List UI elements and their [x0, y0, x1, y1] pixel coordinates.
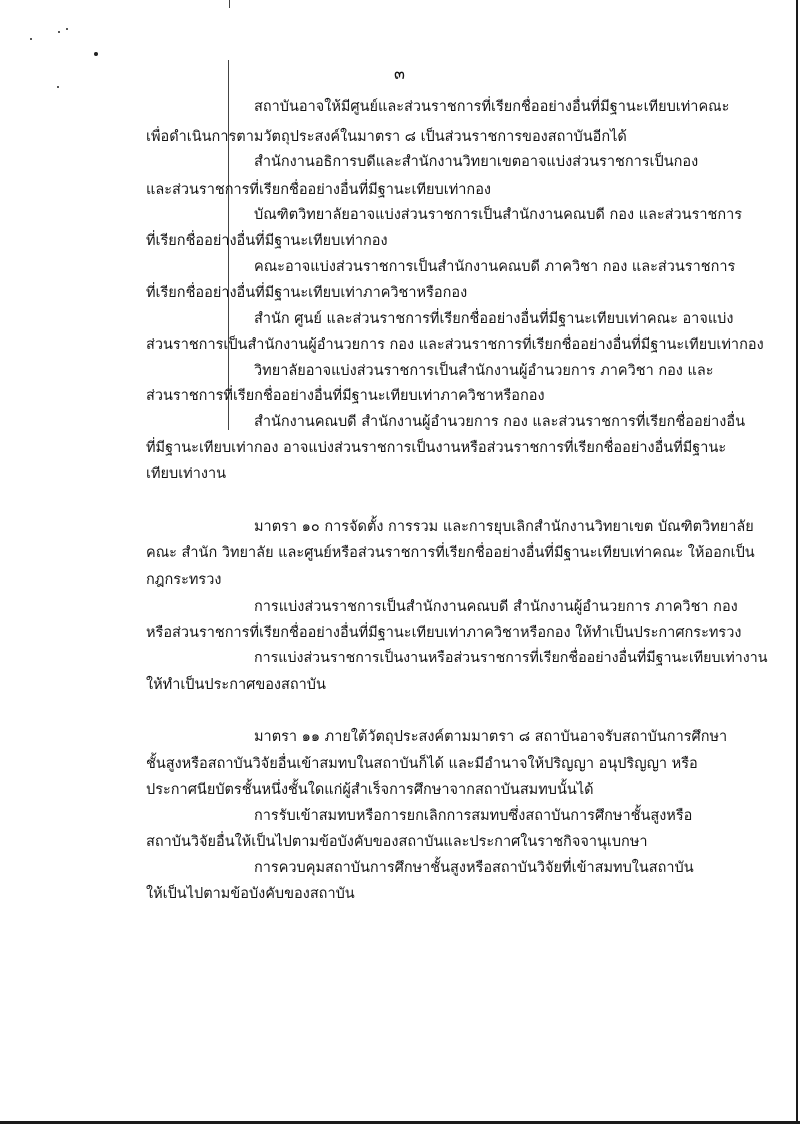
paragraph-line: ที่เรียกชื่ออย่างอื่นที่มีฐานะเทียบเท่ากอง	[146, 233, 388, 249]
paragraph-line: กฎกระทรวง	[146, 572, 222, 588]
paragraph-line: สำนักงานอธิการบดีและสำนักงานวิทยาเขตอาจแบ่งส่วนราชการเป็นกอง	[254, 154, 699, 170]
paragraph-line: การควบคุมสถาบันการศึกษาชั้นสูงหรือสถาบันวิจัยที่เข้าสมทบในสถาบัน	[254, 860, 694, 876]
paragraph-line: ชั้นสูงหรือสถาบันวิจัยอื่นเข้าสมทบในสถาบันก็ได้ และมีอำนาจให้ปริญญา อนุปริญญา หรือ	[146, 756, 698, 772]
scan-speck	[66, 28, 68, 30]
scan-speck	[30, 38, 32, 40]
paragraph-line: เทียบเท่างาน	[146, 466, 227, 482]
page-number: ๓	[394, 64, 406, 83]
paragraph-line: สำนักงานคณบดี สำนักงานผู้อำนวยการ กอง และส่วนราชการที่เรียกชื่ออย่างอื่น	[254, 414, 745, 430]
paragraph-line: ส่วนราชการเป็นสำนักงานผู้อำนวยการ กอง และส่วนราชการที่เรียกชื่ออย่างอื่นที่มีฐานะเทียบเท่ากอง	[146, 337, 764, 353]
paragraph-line: คณะอาจแบ่งส่วนราชการเป็นสำนักงานคณบดี ภาควิชา กอง และส่วนราชการ	[254, 259, 736, 275]
paragraph-line: บัณฑิตวิทยาลัยอาจแบ่งส่วนราชการเป็นสำนักงานคณบดี กอง และส่วนราชการ	[254, 207, 743, 223]
scan-border-right	[796, 0, 798, 1124]
scan-mark-top	[229, 0, 230, 8]
paragraph-line: วิทยาลัยอาจแบ่งส่วนราชการเป็นสำนักงานผู้อำนวยการ ภาควิชา กอง และ	[254, 363, 714, 379]
paragraph-line: ส่วนราชการที่เรียกชื่ออย่างอื่นที่มีฐานะเทียบเท่าภาควิชาหรือกอง	[146, 388, 545, 404]
section-heading-line: มาตรา ๑๐ การจัดตั้ง การรวม และการยุบเลิกสำนักงานวิทยาเขต บัณฑิตวิทยาลัย	[254, 519, 754, 535]
paragraph-line: ให้ทำเป็นประกาศของสถาบัน	[146, 677, 326, 693]
paragraph-line: ประกาศนียบัตรชั้นหนึ่งชั้นใดแก่ผู้สำเร็จการศึกษาจากสถาบันสมทบนั้นได้	[146, 782, 594, 798]
paragraph-line: สำนัก ศูนย์ และส่วนราชการที่เรียกชื่ออย่างอื่นที่มีฐานะเทียบเท่าคณะ อาจแบ่ง	[254, 311, 734, 327]
scan-speck	[94, 52, 98, 56]
paragraph-line: การรับเข้าสมทบหรือการยกเลิกการสมทบซึ่งสถาบันการศึกษาชั้นสูงหรือ	[254, 808, 693, 824]
paragraph-line: หรือส่วนราชการที่เรียกชื่ออย่างอื่นที่มีฐานะเทียบเท่าภาควิชาหรือกอง ให้ทำเป็นประกาศกระทรวง	[146, 625, 742, 641]
paragraph-line: เพื่อดำเนินการตามวัตถุประสงค์ในมาตรา ๘ เป็นส่วนราชการของสถาบันอีกได้	[146, 129, 627, 145]
paragraph-line: ให้เป็นไปตามข้อบังคับของสถาบัน	[146, 886, 355, 902]
paragraph-line: การแบ่งส่วนราชการเป็นสำนักงานคณบดี สำนักงานผู้อำนวยการ ภาควิชา กอง	[254, 599, 738, 615]
paragraph-line: และส่วนราชการที่เรียกชื่ออย่างอื่นที่มีฐานะเทียบเท่ากอง	[146, 182, 491, 198]
paragraph-line: สถาบันอาจให้มีศูนย์และส่วนราชการที่เรียกชื่ออย่างอื่นที่มีฐานะเทียบเท่าคณะ	[254, 99, 730, 115]
paragraph-line: สถาบันวิจัยอื่นให้เป็นไปตามข้อบังคับของสถาบันและประกาศในราชกิจจานุเบกษา	[146, 834, 648, 850]
paragraph-line: การแบ่งส่วนราชการเป็นงานหรือส่วนราชการที่เรียกชื่ออย่างอื่นที่มีฐานะเทียบเท่างาน	[254, 650, 768, 666]
paragraph-line: ที่มีฐานะเทียบเท่ากอง อาจแบ่งส่วนราชการเป็นงานหรือส่วนราชการที่เรียกชื่ออย่างอื่นที่มีฐานะ	[146, 440, 727, 456]
section-heading-line: มาตรา ๑๑ ภายใต้วัตถุประสงค์ตามมาตรา ๘ สถาบันอาจรับสถาบันการศึกษา	[254, 729, 728, 745]
scan-speck	[58, 31, 60, 33]
paragraph-line: ที่เรียกชื่ออย่างอื่นที่มีฐานะเทียบเท่าภาควิชาหรือกอง	[146, 285, 468, 301]
paragraph-line: คณะ สำนัก วิทยาลัย และศูนย์หรือส่วนราชการที่เรียกชื่ออย่างอื่นที่มีฐานะเทียบเท่าคณะ ให้ออกเป็น	[146, 545, 755, 561]
